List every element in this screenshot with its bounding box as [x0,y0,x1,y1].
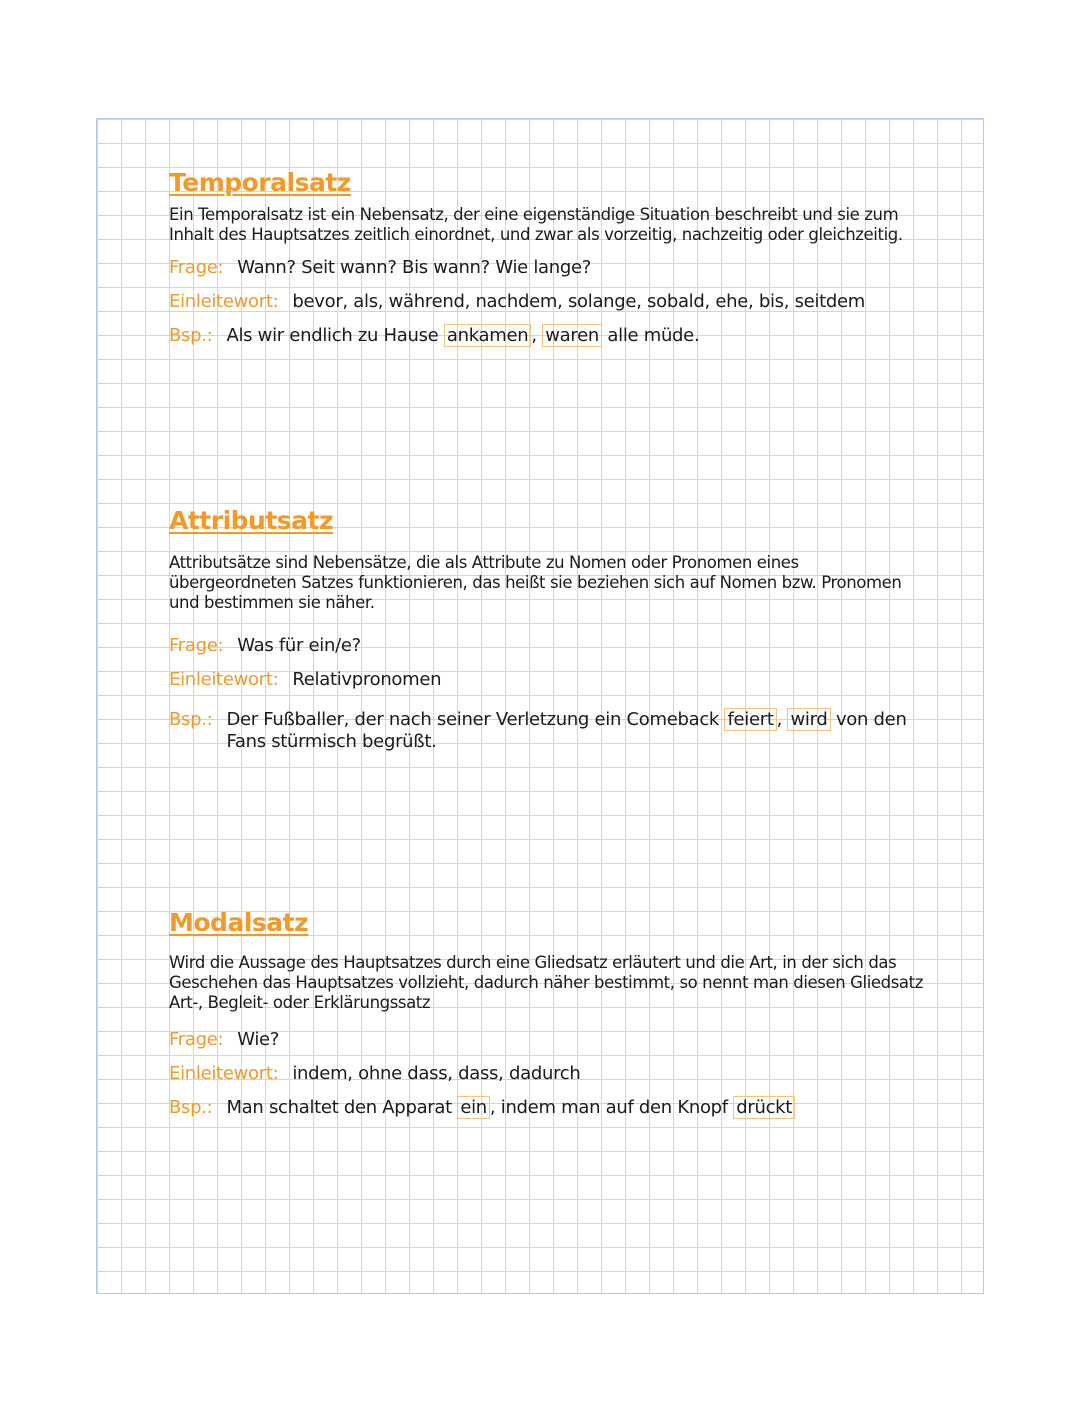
beispiel-label: Bsp.: [169,709,213,730]
beispiel-text: , [531,325,543,346]
frage-label: Frage: [169,257,224,278]
beispiel-sentence [226,709,929,753]
section-temporalsatz [169,169,929,347]
einleitewort-row [169,669,929,691]
beispiel-sentence [226,325,929,347]
section-description: Wird die Aussage des Hauptsatzes durch eine Gliedsatz erläutert und die Art, in der sich das Geschehen das Hauptsatzes vollzieht, dadurch näher bestimmt, so nennt man diesen Gliedsatz Art-, Begleit- oder Erklärungssatz [169,953,923,1012]
beispiel-row [169,1097,929,1119]
beispiel-text: Man schaltet den Apparat [226,1097,458,1118]
grid-paper-sheet [96,118,984,1294]
beispiel-text: , [776,709,788,730]
beispiel-label: Bsp.: [169,1097,213,1118]
frage-label: Frage: [169,635,224,656]
einleitewort-row [169,1063,929,1085]
highlighted-verb: ein [457,1096,490,1119]
frage-value: Was für ein/e? [237,635,361,656]
highlighted-verb: wird [787,708,830,731]
einleitewort-label: Einleitewort: [169,291,279,312]
beispiel-label: Bsp.: [169,325,213,346]
section-description: Ein Temporalsatz ist ein Nebensatz, der eine eigenständige Situation beschreibt und sie zum Inhalt des Hauptsatzes zeitlich einordnet, und zwar als vorzeitig, nachzeitig oder gleichzeitig. [169,205,903,244]
beispiel-row [169,709,929,753]
highlighted-verb: waren [542,324,602,347]
einleitewort-value: indem, ohne dass, dass, dadurch [292,1063,581,1084]
einleitewort-row [169,291,929,313]
section-description: Attributsätze sind Nebensätze, die als Attribute zu Nomen oder Pronomen eines übergeordneten Satzes funktionieren, das heißt sie beziehen sich auf Nomen bzw. Pronomen und bestimmen sie näher. [169,553,902,612]
highlighted-verb: feiert [724,708,776,731]
highlighted-verb: drückt [733,1096,795,1119]
frage-value: Wann? Seit wann? Bis wann? Wie lange? [237,257,592,278]
beispiel-text: Als wir endlich zu Hause [226,325,444,346]
section-title: Modalsatz [169,908,309,937]
frage-row [169,635,929,657]
section-title: Attributsatz [169,506,334,535]
einleitewort-value: bevor, als, während, nachdem, solange, sobald, ehe, bis, seitdem [292,291,866,312]
frage-value: Wie? [237,1029,280,1050]
beispiel-text: , indem man auf den Knopf [489,1097,734,1118]
einleitewort-value: Relativpronomen [292,669,442,690]
frage-label: Frage: [169,1029,224,1050]
beispiel-sentence [226,1097,929,1119]
section-attributsatz [169,507,929,753]
highlighted-verb: ankamen [444,324,532,347]
frage-row [169,1029,929,1051]
einleitewort-label: Einleitewort: [169,669,279,690]
einleitewort-label: Einleitewort: [169,1063,279,1084]
beispiel-text: von den Fans stürmisch begrüßt. [226,709,907,752]
frage-row [169,257,929,279]
beispiel-text: Der Fußballer, der nach seiner Verletzung ein Comeback [226,709,725,730]
section-modalsatz [169,909,929,1119]
beispiel-row [169,325,929,347]
section-title: Temporalsatz [169,168,351,197]
beispiel-text: alle müde. [601,325,700,346]
